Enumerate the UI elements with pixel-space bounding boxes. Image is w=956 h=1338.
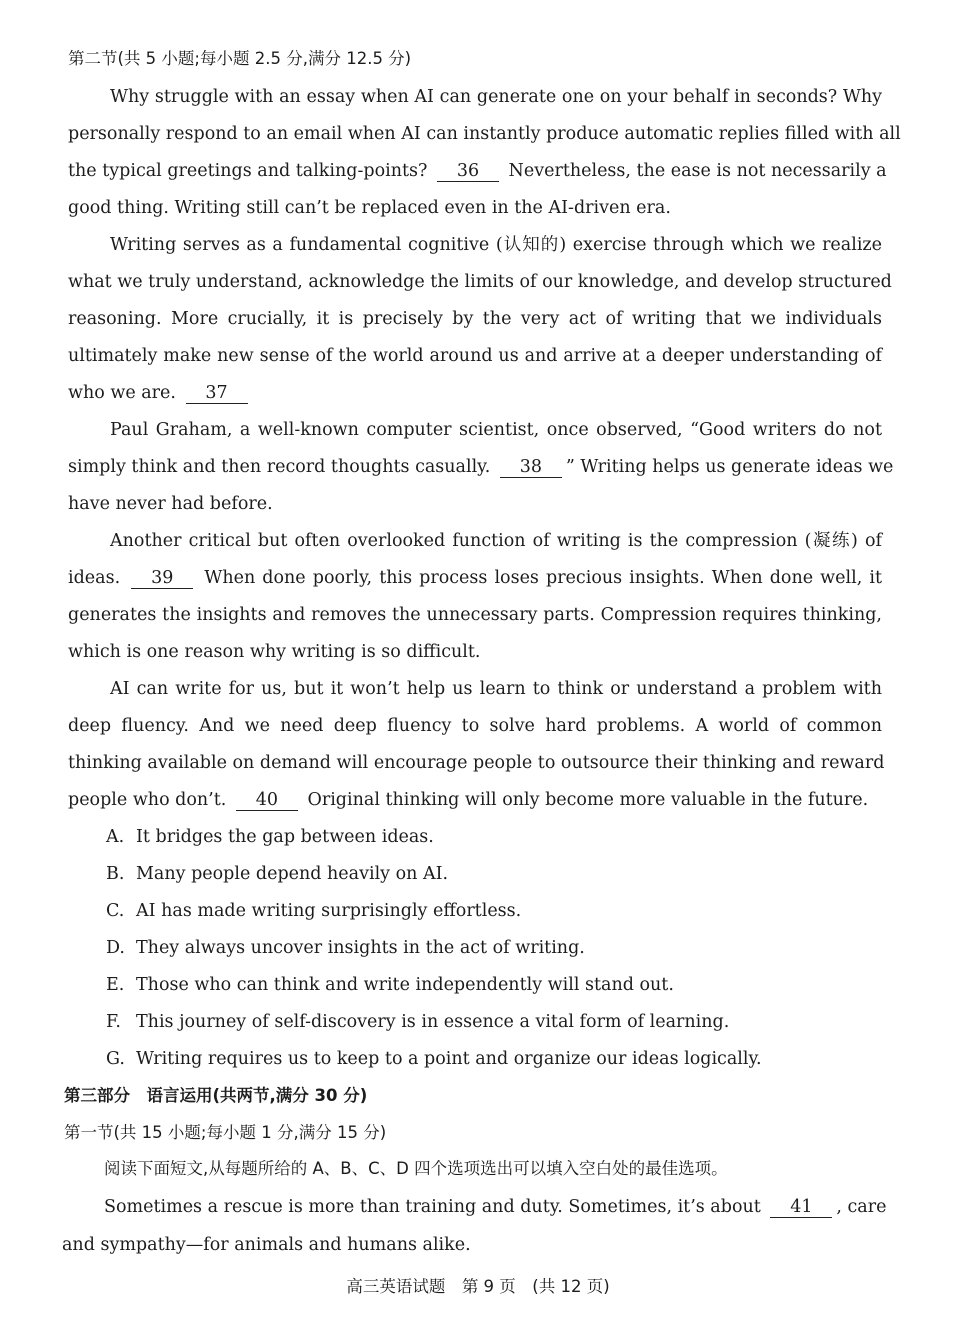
page-footer: 高三英语试题 第 9 页 (共 12 页) <box>346 1277 610 1296</box>
blank-39[interactable]: 39 <box>131 568 193 589</box>
blank-38[interactable]: 38 <box>500 457 562 478</box>
p1-line2: personally respond to an email when AI can instantly produce automatic replies filled with all <box>68 124 901 144</box>
option-c[interactable]: C. AI has made writing surprisingly effortless. <box>106 901 522 921</box>
p3-line2: simply think and then record thoughts casually. 38 ” Writing helps us generate ideas we <box>68 457 894 477</box>
p4-line4: which is one reason why writing is so difficult. <box>68 642 481 662</box>
p1-line4: good thing. Writing still can’t be replaced even in the AI-driven era. <box>68 198 671 218</box>
option-d[interactable]: D. They always uncover insights in the act of writing. <box>106 938 585 958</box>
part3-p1-line2: and sympathy—for animals and humans alike. <box>62 1235 471 1255</box>
option-e[interactable]: E. Those who can think and write independently will stand out. <box>106 975 674 995</box>
p1-line3: the typical greetings and talking-points? 36 Nevertheless, the ease is not necessarily a <box>68 161 887 181</box>
blank-41[interactable]: 41 <box>770 1197 832 1218</box>
p4-line3: generates the insights and removes the unnecessary parts. Compression requires thinking, <box>68 605 882 625</box>
option-b[interactable]: B. Many people depend heavily on AI. <box>106 864 449 884</box>
blank-37[interactable]: 37 <box>186 383 248 404</box>
p5-line4: people who don’t. 40 Original thinking will only become more valuable in the future. <box>68 790 869 810</box>
p3-line3: have never had before. <box>68 494 273 514</box>
option-f[interactable]: F. This journey of self-discovery is in essence a vital form of learning. <box>106 1012 730 1032</box>
blank-40[interactable]: 40 <box>236 790 298 811</box>
p4-line2: ideas. 39 When done poorly, this process loses precious insights. When done well, it <box>68 568 882 588</box>
part3-instruction: 阅读下面短文,从每题所给的 A、B、C、D 四个选项选出可以填入空白处的最佳选项。 <box>104 1159 728 1178</box>
p5-line2: deep fluency. And we need deep fluency to solve hard problems. A world of common <box>68 716 882 736</box>
option-g[interactable]: G. Writing requires us to keep to a point and organize our ideas logically. <box>106 1049 762 1069</box>
p5-line1: AI can write for us, but it won’t help us learn to think or understand a problem with <box>110 679 882 699</box>
p5-line3: thinking available on demand will encourage people to outsource their thinking and reward <box>68 753 885 773</box>
p2-line2: what we truly understand, acknowledge the limits of our knowledge, and develop structured <box>68 272 892 292</box>
p2-line1: Writing serves as a fundamental cognitive (认知的) exercise through which we realize <box>110 235 882 255</box>
part3-title: 第三部分 语言运用(共两节,满分 30 分) <box>64 1086 368 1105</box>
p2-line5: who we are. 37 <box>68 378 882 408</box>
blank-36[interactable]: 36 <box>437 161 499 182</box>
p3-line1: Paul Graham, a well-known computer scientist, once observed, “Good writers do not <box>110 420 882 440</box>
part3-p1-line1: Sometimes a rescue is more than training and duty. Sometimes, it’s about 41 , care <box>104 1197 887 1217</box>
option-a[interactable]: A. It bridges the gap between ideas. <box>106 827 434 847</box>
p2-line4: ultimately make new sense of the world around us and arrive at a deeper understanding of <box>68 346 882 366</box>
p1-line1: Why struggle with an essay when AI can generate one on your behalf in seconds? Why <box>110 87 882 107</box>
p4-line1: Another critical but often overlooked function of writing is the compression (凝练) of <box>110 531 882 551</box>
part3-section1-title: 第一节(共 15 小题;每小题 1 分,满分 15 分) <box>64 1123 387 1142</box>
section-title: 第二节(共 5 小题;每小题 2.5 分,满分 12.5 分) <box>68 49 412 68</box>
p2-line3: reasoning. More crucially, it is precisely by the very act of writing that we individuals <box>68 309 882 329</box>
